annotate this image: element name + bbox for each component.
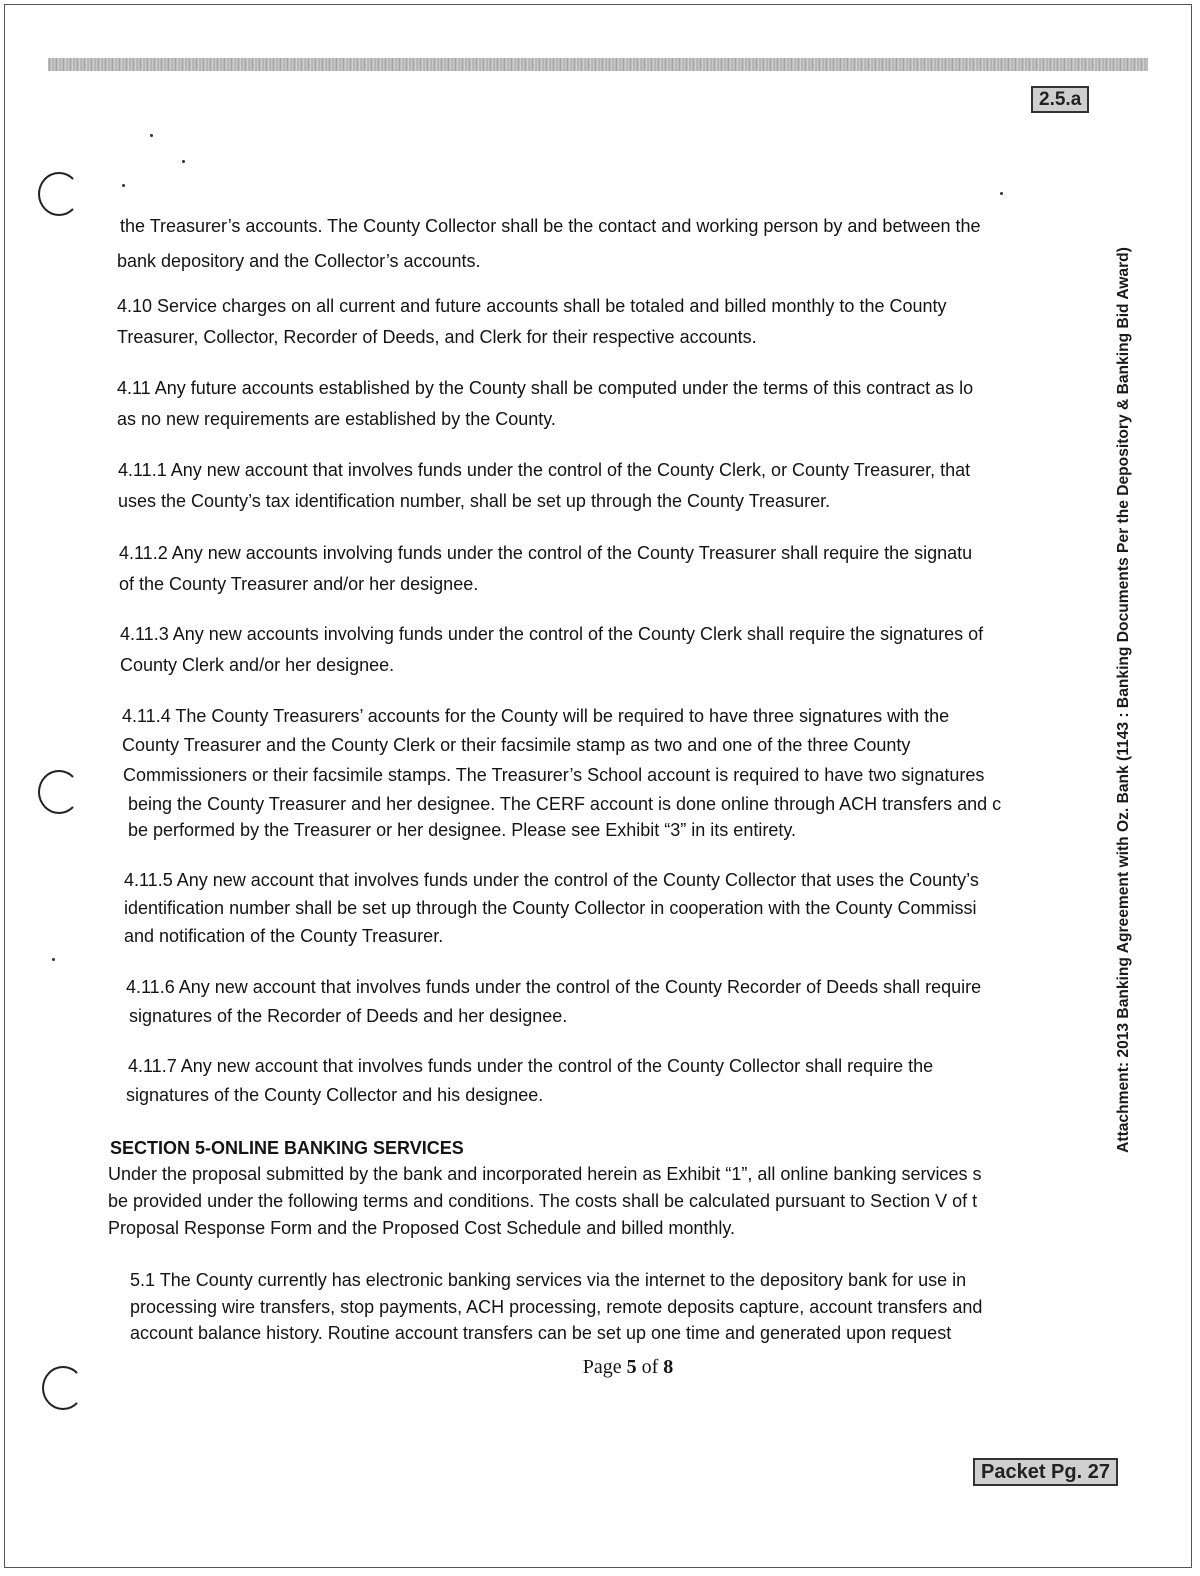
paragraph-line: 4.11 Any future accounts established by the County shall be computed under the terms of this contract as lo	[117, 378, 974, 398]
punch-hole-icon	[38, 770, 80, 814]
paragraph-line: the Treasurer’s accounts. The County Collector shall be the contact and working person by and between the	[120, 216, 981, 236]
paragraph-line: 5.1 The County currently has electronic banking services via the internet to the depository bank for use in	[130, 1270, 967, 1290]
paragraph-line: 4.11.1 Any new account that involves funds under the control of the County Clerk, or County Treasurer, that	[118, 460, 971, 480]
paragraph-line: Proposal Response Form and the Proposed Cost Schedule and billed monthly.	[108, 1218, 736, 1238]
paragraph-line: uses the County’s tax identification number, shall be set up through the County Treasurer.	[118, 491, 831, 511]
paragraph-line: 4.11.7 Any new account that involves funds under the control of the County Collector shall require the	[128, 1056, 934, 1076]
paragraph-line: 4.11.6 Any new account that involves funds under the control of the County Recorder of Deeds shall require	[126, 977, 982, 997]
paragraph-line: County Clerk and/or her designee.	[120, 655, 395, 675]
paragraph-line: signatures of the County Collector and his designee.	[126, 1085, 544, 1105]
paragraph-line: 4.11.4 The County Treasurers’ accounts for the County will be required to have three signatures with the	[122, 706, 950, 726]
paragraph-line: Under the proposal submitted by the bank and incorporated herein as Exhibit “1”, all online banking services s	[108, 1164, 982, 1184]
paragraph-line: Commissioners or their facsimile stamps. The Treasurer’s School account is required to have two signatures	[123, 765, 985, 785]
paragraph-line: 4.11.2 Any new accounts involving funds under the control of the County Treasurer shall require the signatu	[119, 543, 973, 563]
paragraph-line: processing wire transfers, stop payments, ACH processing, remote deposits capture, account transfers and	[130, 1297, 983, 1317]
paragraph-line: County Treasurer and the County Clerk or their facsimile stamp as two and one of the three County	[122, 735, 911, 755]
page-number: Page 5 of 8	[582, 1356, 674, 1378]
paragraph-line: identification number shall be set up through the County Collector in cooperation with the County Commissi	[124, 898, 977, 918]
paragraph-line: being the County Treasurer and her designee. The CERF account is done online through ACH transfers and c	[128, 794, 1002, 814]
paragraph-line: and notification of the County Treasurer.	[124, 926, 444, 946]
paragraph-line: Treasurer, Collector, Recorder of Deeds, and Clerk for their respective accounts.	[117, 327, 757, 347]
paragraph-line: of the County Treasurer and/or her designee.	[119, 574, 479, 594]
paragraph-line: 4.10 Service charges on all current and future accounts shall be totaled and billed monthly to the County	[117, 296, 947, 316]
paragraph-line: as no new requirements are established by the County.	[117, 409, 556, 429]
scan-speck	[182, 160, 185, 163]
section-heading: SECTION 5-ONLINE BANKING SERVICES	[110, 1138, 464, 1158]
paragraph-line: 4.11.3 Any new accounts involving funds under the control of the County Clerk shall require the signatures of	[120, 624, 984, 644]
scan-header-noise	[48, 58, 1148, 71]
agenda-item-tab: 2.5.a	[1031, 86, 1089, 113]
packet-page-tab: Packet Pg. 27	[973, 1458, 1118, 1486]
paragraph-line: be provided under the following terms and conditions. The costs shall be calculated pursuant to Section V of t	[108, 1191, 978, 1211]
attachment-side-note: Attachment: 2013 Banking Agreement with Oz. Bank (1143 : Banking Documents Per the Depository & Banking Bid Award)	[1115, 247, 1132, 1153]
scan-speck	[150, 134, 153, 137]
paragraph-line: 4.11.5 Any new account that involves funds under the control of the County Collector that uses the County’s	[124, 870, 979, 890]
paragraph-line: bank depository and the Collector’s accounts.	[117, 251, 481, 271]
paragraph-line: be performed by the Treasurer or her designee. Please see Exhibit “3” in its entirety.	[128, 820, 797, 840]
paragraph-line: account balance history. Routine account transfers can be set up one time and generated upon request	[130, 1323, 952, 1343]
scan-speck	[52, 958, 55, 961]
scan-speck	[122, 184, 125, 187]
scan-speck	[1000, 192, 1003, 195]
punch-hole-icon	[38, 172, 80, 216]
paragraph-line: signatures of the Recorder of Deeds and her designee.	[129, 1006, 568, 1026]
